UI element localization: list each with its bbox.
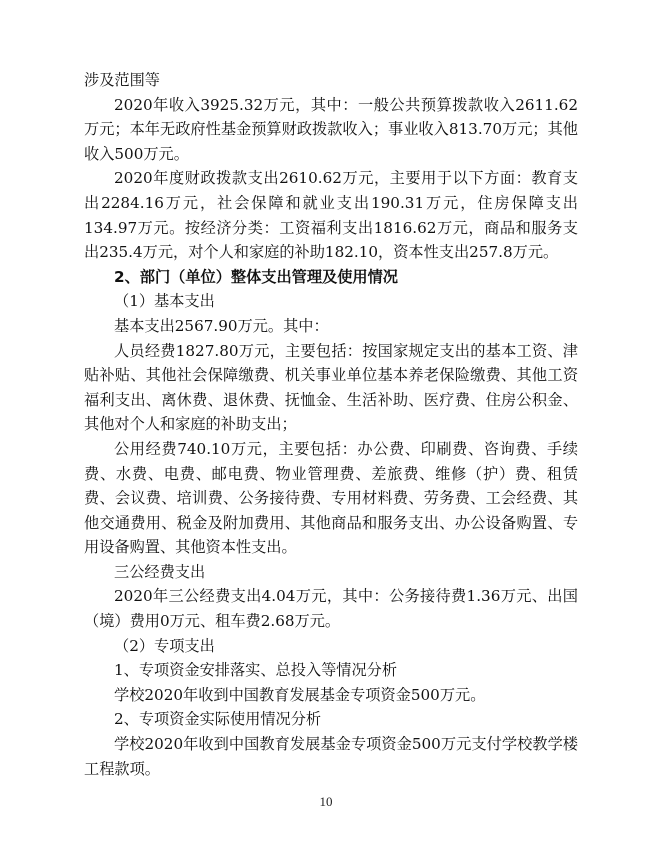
subheading-basic-expenditure: （1）基本支出 xyxy=(114,292,215,311)
subheading-special-funds-usage: 2、专项资金实际使用情况分析 xyxy=(114,710,322,729)
document-body xyxy=(84,68,578,781)
paragraph-basic-expenditure-total: 基本支出2567.90万元。其中： xyxy=(114,316,329,335)
paragraph-income-2020: 2020年收入3925.32万元，其中：一般公共预算拨款收入2611.62万元；本年无政府性基金预算财政拨款收入；事业收入813.70万元；其他收入500万元。 xyxy=(84,95,578,163)
subheading-special-expenditure: （2）专项支出 xyxy=(114,636,215,655)
paragraph-public-expenses: 公用经费740.10万元，主要包括：办公费、印刷费、咨询费、手续费、水费、电费、邮电费、物业管理费、差旅费、维修（护）费、租赁费、会议费、培训费、公务接待费、专用材料费、劳务费、工会经费、其他交通费用、税金及附加费用、其他商品和服务支出、办公设备购置、专用设备购置、其他资本性支出。 xyxy=(84,439,578,557)
subheading-three-public-expenses: 三公经费支出 xyxy=(114,562,206,581)
paragraph-scope-continuation: 涉及范围等 xyxy=(84,71,160,89)
paragraph-three-public-expenses: 2020年三公经费支出4.04万元，其中：公务接待费1.36万元、出国（境）费用0万元、租车费2.68万元。 xyxy=(84,587,578,631)
paragraph-special-funds-payment: 学校2020年收到中国教育发展基金专项资金500万元支付学校教学楼工程款项。 xyxy=(84,735,578,778)
section-heading-overall-expenditure: 2、部门（单位）整体支出管理及使用情况 xyxy=(114,267,398,286)
paragraph-special-funds-received: 学校2020年收到中国教育发展基金专项资金500万元。 xyxy=(114,685,486,704)
page-number: 10 xyxy=(319,794,333,809)
paragraph-personnel-expenses: 人员经费1827.80万元，主要包括：按国家规定支出的基本工资、津贴补贴、其他社会保障缴费、机关事业单位基本养老保险缴费、其他工资福利支出、离休费、退休费、抚恤金、生活补助、医疗费、住房公积金、其他对个人和家庭的补助支出； xyxy=(84,341,578,434)
subheading-special-funds-allocation: 1、专项资金安排落实、总投入等情况分析 xyxy=(114,661,398,680)
paragraph-fiscal-expenditure: 2020年度财政拨款支出2610.62万元，主要用于以下方面：教育支出2284.16万元，社会保障和就业支出190.31万元，住房保障支出134.97万元。按经济分类：工资福利支出1816.62万元，商品和服务支出235.4万元，对个人和家庭的补助182.10，资本性支出257.8万元。 xyxy=(84,169,578,262)
